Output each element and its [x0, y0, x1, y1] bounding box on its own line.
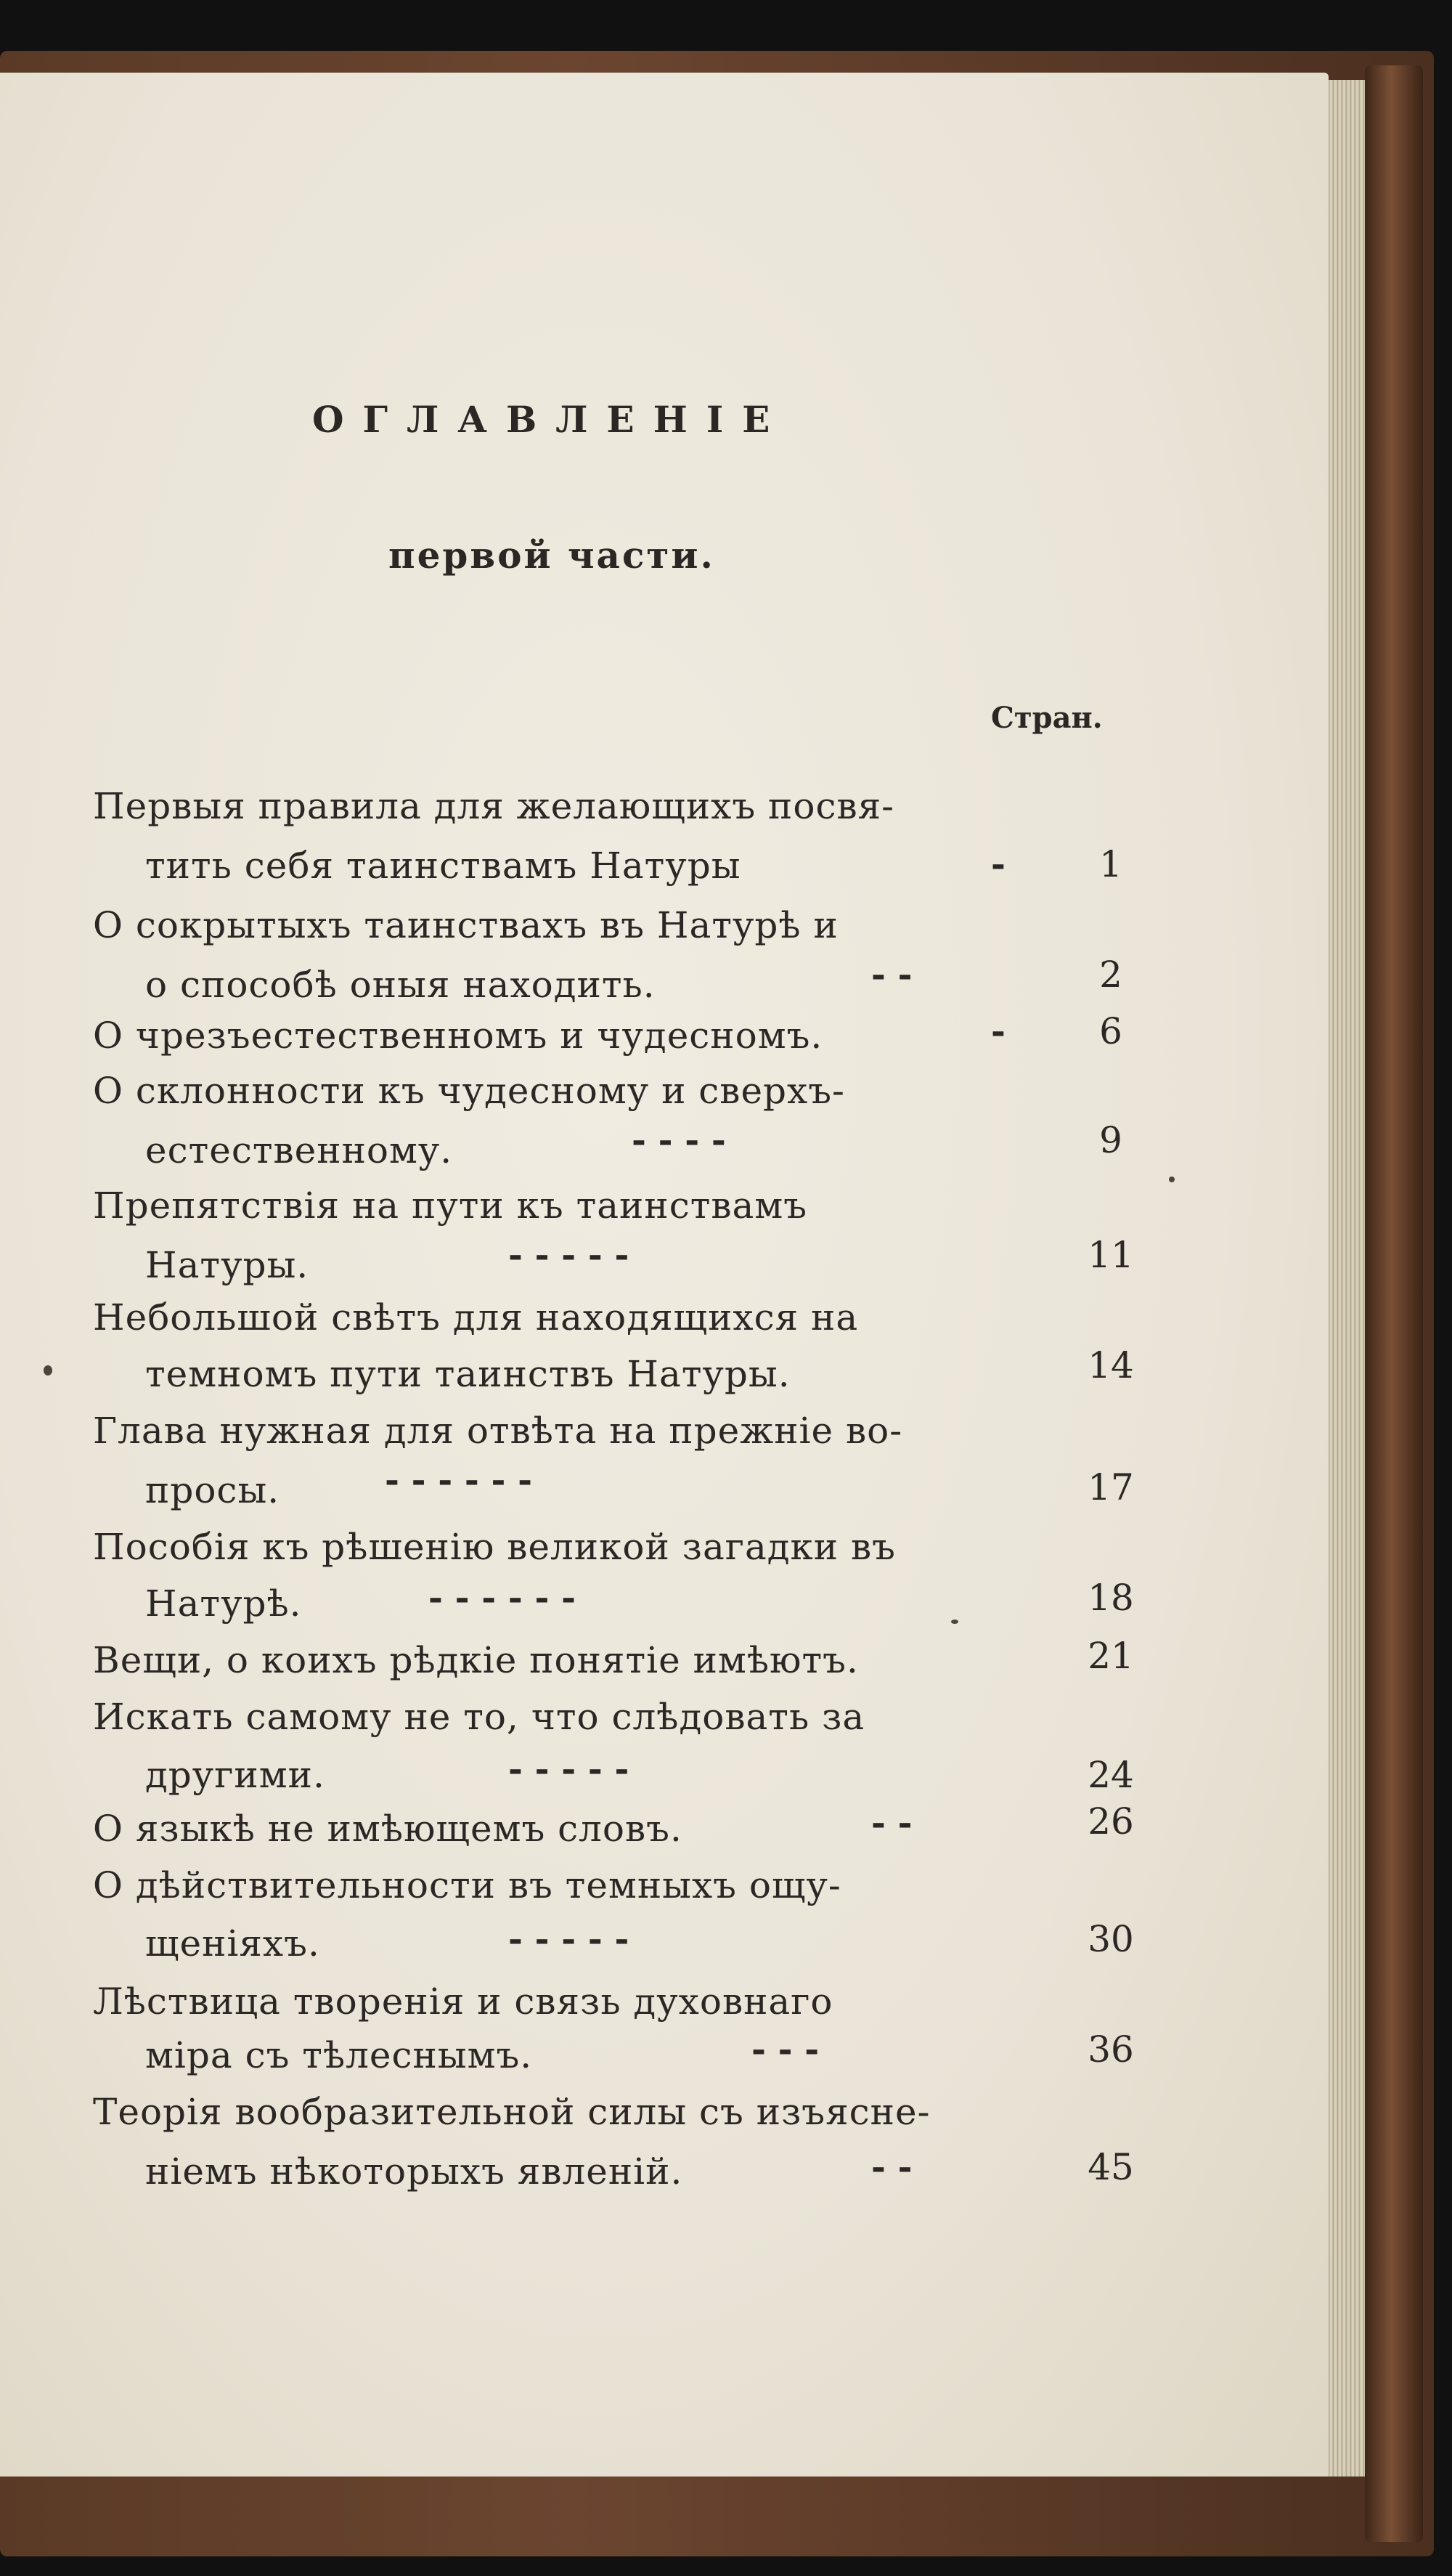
entry-page-number: 30 [1088, 1918, 1134, 1960]
entry-page-number: 17 [1088, 1466, 1134, 1508]
entry-page-number: 6 [1099, 1010, 1122, 1052]
ink-speck [951, 1620, 958, 1624]
leader-dashes: - - - - - [508, 1235, 629, 1275]
leader-dashes: - - [871, 1803, 913, 1843]
leader-dashes: - - - - - [508, 1749, 629, 1789]
entry-line: Натуры. [145, 1244, 309, 1286]
entry-line: О чрезъестественномъ и чудесномъ. [93, 1015, 823, 1057]
leader-dashes: - - - - - [508, 1919, 629, 1959]
entry-line: Небольшой свѣтъ для находящихся на [93, 1296, 859, 1338]
entry-page-number: 45 [1088, 2146, 1134, 2188]
entry-line: Искать самому не то, что слѣдовать за [93, 1696, 865, 1738]
leader-dashes: - - - - [632, 1120, 726, 1161]
entry-line: Препятствія на пути къ таинствамъ [93, 1185, 808, 1227]
leader-dashes: - - - [751, 2029, 820, 2070]
entry-page-number: 26 [1088, 1800, 1134, 1842]
entry-page-number: 1 [1099, 843, 1122, 885]
entry-page-number: 2 [1099, 954, 1122, 996]
leader-dashes: - - [871, 2147, 913, 2187]
entry-page-number: 21 [1088, 1635, 1134, 1677]
entry-line: Глава нужная для отвѣта на прежніе во- [93, 1410, 903, 1452]
entry-line: ніемъ нѣкоторыхъ явленій. [145, 2150, 683, 2193]
entry-line: естественному. [145, 1129, 453, 1171]
entry-line: темномъ пути таинствъ Натуры. [145, 1353, 791, 1395]
leader-dashes: - [991, 1011, 1006, 1052]
entry-line: Теорія вообразительной силы съ изъясне- [93, 2091, 931, 2133]
entry-page-number: 14 [1088, 1344, 1134, 1386]
entry-line: Первыя правила для желающихъ посвя- [93, 785, 895, 827]
entry-line: тить себя таинствамъ Натуры [145, 845, 741, 887]
entry-line: О склонности къ чудесному и сверхъ- [93, 1070, 845, 1112]
ink-speck [44, 1365, 52, 1376]
contents-subtitle: первой части. [388, 534, 715, 577]
entry-line: міра съ тѣлеснымъ. [145, 2034, 533, 2076]
book-spine-edge [1365, 65, 1423, 2542]
entry-line: щеніяхъ. [145, 1922, 320, 1964]
entry-line: Натурѣ. [145, 1582, 302, 1625]
entry-line: О языкѣ не имѣющемъ словъ. [93, 1808, 682, 1850]
entry-page-number: 9 [1099, 1119, 1122, 1161]
entry-line: О сокрытыхъ таинствахъ въ Натурѣ и [93, 904, 839, 946]
entry-line: Вещи, о коихъ рѣдкіе понятіе имѣютъ. [93, 1639, 859, 1681]
entry-line: Пособія къ рѣшенію великой загадки въ [93, 1526, 896, 1568]
leader-dashes: - - - - - - [428, 1577, 576, 1618]
page-column-header: Стран. [991, 701, 1103, 735]
entry-page-number: 11 [1088, 1234, 1134, 1276]
entry-page-number: 24 [1088, 1754, 1134, 1796]
leader-dashes: - - [871, 954, 913, 995]
leader-dashes: - - - - - - [385, 1460, 533, 1500]
entry-page-number: 36 [1088, 2028, 1134, 2071]
entry-line: просы. [145, 1469, 280, 1511]
entry-line: о способѣ оныя находить. [145, 964, 656, 1006]
ink-speck [1169, 1177, 1175, 1182]
entry-page-number: 18 [1088, 1577, 1134, 1619]
entry-line: О дѣйствительности въ темныхъ ощу- [93, 1864, 841, 1906]
entry-line: Лѣствица творенія и связь духовнаго [93, 1980, 833, 2023]
leader-dashes: - [991, 844, 1006, 885]
contents-title: ОГЛАВЛЕНІЕ [312, 398, 789, 441]
entry-line: другими. [145, 1754, 325, 1796]
